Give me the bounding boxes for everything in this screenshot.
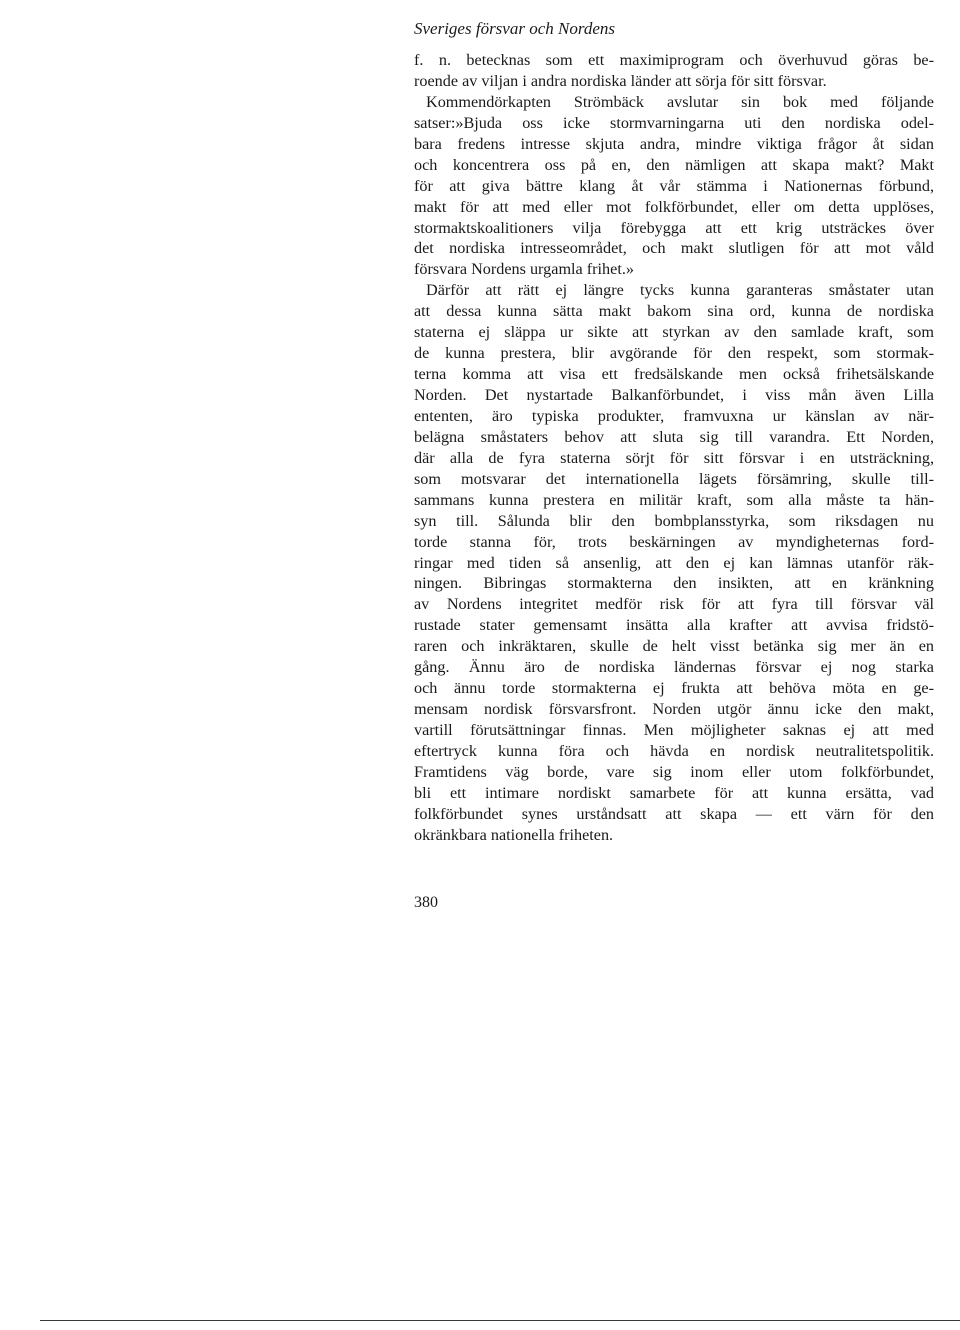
text-line: mensam nordisk försvarsfront. Norden utgör ännu icke den makt, (414, 700, 934, 719)
text-line: makt för att med eller mot folkförbundet, eller om detta upplöses, (414, 197, 934, 216)
text-line: Därför att rätt ej längre tycks kunna garanteras småstater utan (426, 281, 934, 300)
text-line: där alla de fyra staterna sörjt för sitt försvar i en utsträckning, (414, 448, 934, 467)
text-line: folkförbundet synes urståndsatt att skapa — ett värn för den (414, 804, 934, 823)
text-line: försvara Nordens urgamla frihet.» (414, 260, 634, 279)
running-head-title: Sveriges försvar och Nordens (414, 19, 615, 38)
text-line: stormaktskoalitioners vilja förebygga att ett krig utsträckes över (414, 218, 934, 237)
text-line: som motsvarar det internationella lägets försämring, skulle till- (414, 469, 934, 488)
text-line: rustade stater gemensamt insätta alla krafter att avvisa fridstö- (414, 616, 934, 635)
text-line: ringar med tiden så ansenlig, att den ej kan lämnas utanför räk- (414, 553, 934, 572)
text-line: det nordiska intresseområdet, och makt slutligen för att mot våld (414, 239, 934, 258)
page-number: 380 (414, 894, 438, 911)
text-line: av Nordens integritet medför risk för att fyra till försvar väl (414, 595, 934, 614)
text-line: och koncentrera oss på en, den nämligen att skapa makt? Makt (414, 155, 934, 174)
text-line: staterna ej släppa ur sikte att styrkan av den samlade kraft, som (414, 323, 934, 342)
text-line: f. n. betecknas som ett maximiprogram och överhuvud göras be- (414, 51, 934, 69)
text-line: terna komma att visa ett fredsälskande men också frihetsälskande (414, 365, 934, 384)
text-line: och ännu torde stormakterna ej frukta att behöva möta en ge- (414, 679, 934, 698)
text-line: ningen. Bibringas stormakterna den insikten, att en kränkning (414, 574, 934, 593)
text-line: bara fredens intresse skjuta andra, mindre viktiga frågor åt sidan (414, 134, 934, 153)
text-line: ententen, äro typiska produkter, framvuxna ur känslan av när- (414, 406, 934, 425)
text-line: syn till. Sålunda blir den bombplansstyrka, som riksdagen nu (414, 511, 934, 530)
text-line: eftertryck kunna föra och hävda en nordisk neutralitetspolitik. (414, 741, 934, 760)
text-line: Kommendörkapten Strömbäck avslutar sin bok med följande (426, 92, 934, 111)
text-line: sammans kunna prestera en militär kraft, som alla måste ta hän- (414, 490, 934, 509)
text-line: Norden. Det nystartade Balkanförbundet, i viss mån även Lilla (414, 386, 934, 404)
text-line: de kunna prestera, blir avgörande för den respekt, som stormak- (414, 344, 934, 363)
text-line: raren och inkräktaren, skulle de helt visst betänka sig mer än en (414, 637, 934, 656)
text-line: vartill förutsättningar finnas. Men möjligheter saknas ej att med (414, 721, 934, 739)
text-line: för att giva bättre klang åt vår stämma i Nationernas förbund, (414, 176, 934, 195)
body-text (414, 50, 934, 846)
text-line: belägna småstaters behov att sluta sig till varandra. Ett Norden, (414, 427, 934, 446)
text-line: satser:»Bjuda oss icke stormvarningarna uti den nordiska odel- (414, 113, 934, 132)
text-line: torde stanna för, trots beskärningen av myndigheternas ford- (414, 532, 934, 551)
text-line: gång. Ännu äro de nordiska ländernas försvar ej nog starka (414, 658, 934, 677)
text-line: bli ett intimare nordiskt samarbete för att kunna ersätta, vad (414, 783, 934, 802)
bottom-rule (40, 1320, 960, 1321)
text-line: att dessa kunna sätta makt bakom sina ord, kunna de nordiska (414, 302, 934, 321)
text-line: roende av viljan i andra nordiska länder att sörja för sitt försvar. (414, 71, 827, 90)
text-line: okränkbara nationella friheten. (414, 825, 614, 844)
text-line: Framtidens väg borde, vare sig inom eller utom folkförbundet, (414, 762, 934, 781)
